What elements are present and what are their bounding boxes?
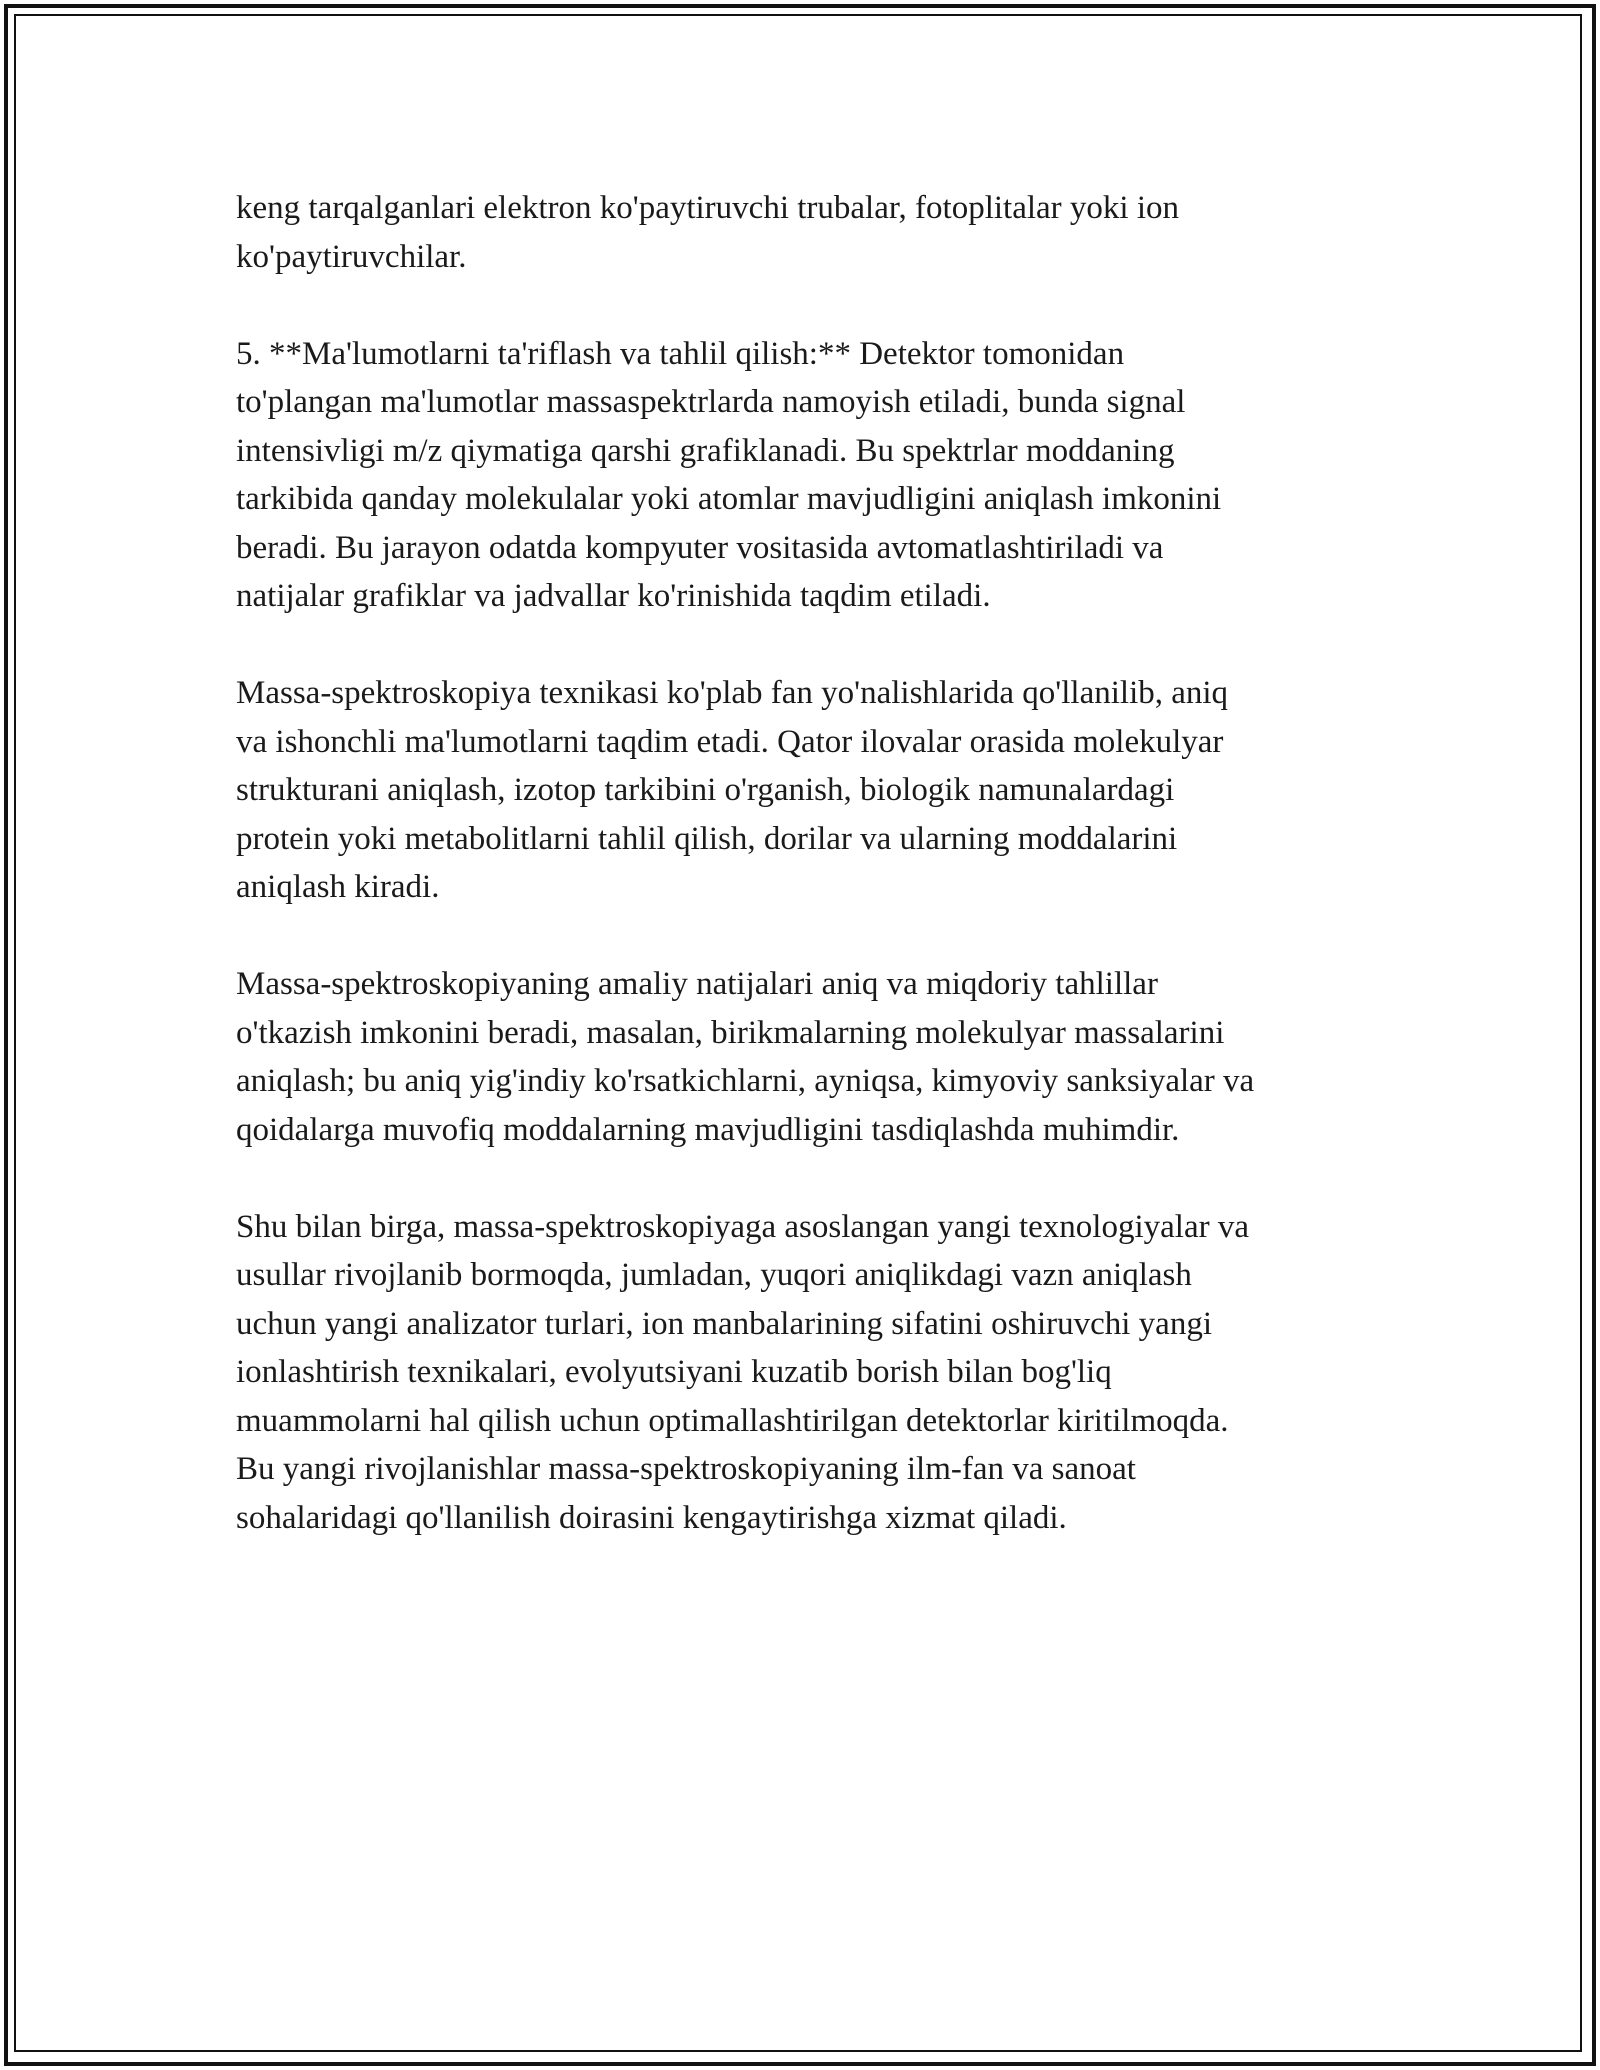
text-line: Shu bilan birga, massa-spektroskopiyaga asoslangan yangi texnologiyalar va — [236, 1208, 1249, 1245]
text-line: intensivligi m/z qiymatiga qarshi grafiklanadi. Bu spektrlar moddaning — [236, 432, 1175, 469]
paragraph-data-analysis — [236, 330, 1396, 621]
text-line: beradi. Bu jarayon odatda kompyuter vositasida avtomatlashtiriladi va — [236, 529, 1164, 566]
text-line: aniqlash; bu aniq yig'indiy ko'rsatkichlarni, ayniqsa, kimyoviy sanksiyalar va — [236, 1063, 1255, 1099]
text-line: muammolarni hal qilish uchun optimallashtirilgan detektorlar kiritilmoqda. — [236, 1402, 1229, 1439]
text-line: aniqlash kiradi. — [236, 869, 440, 905]
text-line: qoidalarga muvofiq moddalarning mavjudligini tasdiqlashda muhimdir. — [236, 1111, 1180, 1148]
text-line: Massa-spektroskopiya texnikasi ko'plab fan yo'nalishlarida qo'llanilib, aniq — [236, 675, 1229, 711]
text-line: Massa-spektroskopiyaning amaliy natijalari aniq va miqdoriy tahlillar — [236, 966, 1158, 1002]
text-line: natijalar grafiklar va jadvallar ko'rinishida taqdim etiladi. — [236, 578, 991, 614]
text-line: to'plangan ma'lumotlar massaspektrlarda namoyish etiladi, bunda signal — [236, 384, 1186, 420]
text-line: sohalaridagi qo'llanilish doirasini kengaytirishga xizmat qiladi. — [236, 1499, 1067, 1536]
text-line: o'tkazish imkonini beradi, masalan, birikmalarning molekulyar massalarini — [236, 1014, 1225, 1051]
text-line: strukturani aniqlash, izotop tarkibini o'rganish, biologik namunalardagi — [236, 772, 1175, 808]
text-line: keng tarqalganlari elektron ko'paytiruvchi trubalar, fotoplitalar yoki ion — [236, 190, 1179, 226]
document-body — [236, 184, 1396, 1591]
text-line: uchun yangi analizator turlari, ion manbalarining sifatini oshiruvchi yangi — [236, 1305, 1212, 1342]
text-line: ionlashtirish texnikalari, evolyutsiyani kuzatib borish bilan bog'liq — [236, 1354, 1112, 1390]
text-line: ko'paytiruvchilar. — [236, 238, 467, 275]
paragraph-applications — [236, 669, 1396, 912]
paragraph-practical-results — [236, 960, 1396, 1154]
text-line: Bu yangi rivojlanishlar massa-spektroskopiyaning ilm-fan va sanoat — [236, 1451, 1136, 1487]
text-line: protein yoki metabolitlarni tahlil qilish, dorilar va ularning moddalarini — [236, 820, 1178, 857]
text-line: 5. **Ma'lumotlarni ta'riflash va tahlil qilish:** Detektor tomonidan — [236, 335, 1125, 372]
text-line: va ishonchli ma'lumotlarni taqdim etadi. Qator ilovalar orasida molekulyar — [236, 723, 1224, 760]
paragraph-detectors — [236, 184, 1396, 281]
text-line: usullar rivojlanib bormoqda, jumladan, yuqori aniqlikdagi vazn aniqlash — [236, 1257, 1192, 1293]
text-line: tarkibida qanday molekulalar yoki atomlar mavjudligini aniqlash imkonini — [236, 481, 1222, 517]
paragraph-new-technologies — [236, 1203, 1396, 1543]
